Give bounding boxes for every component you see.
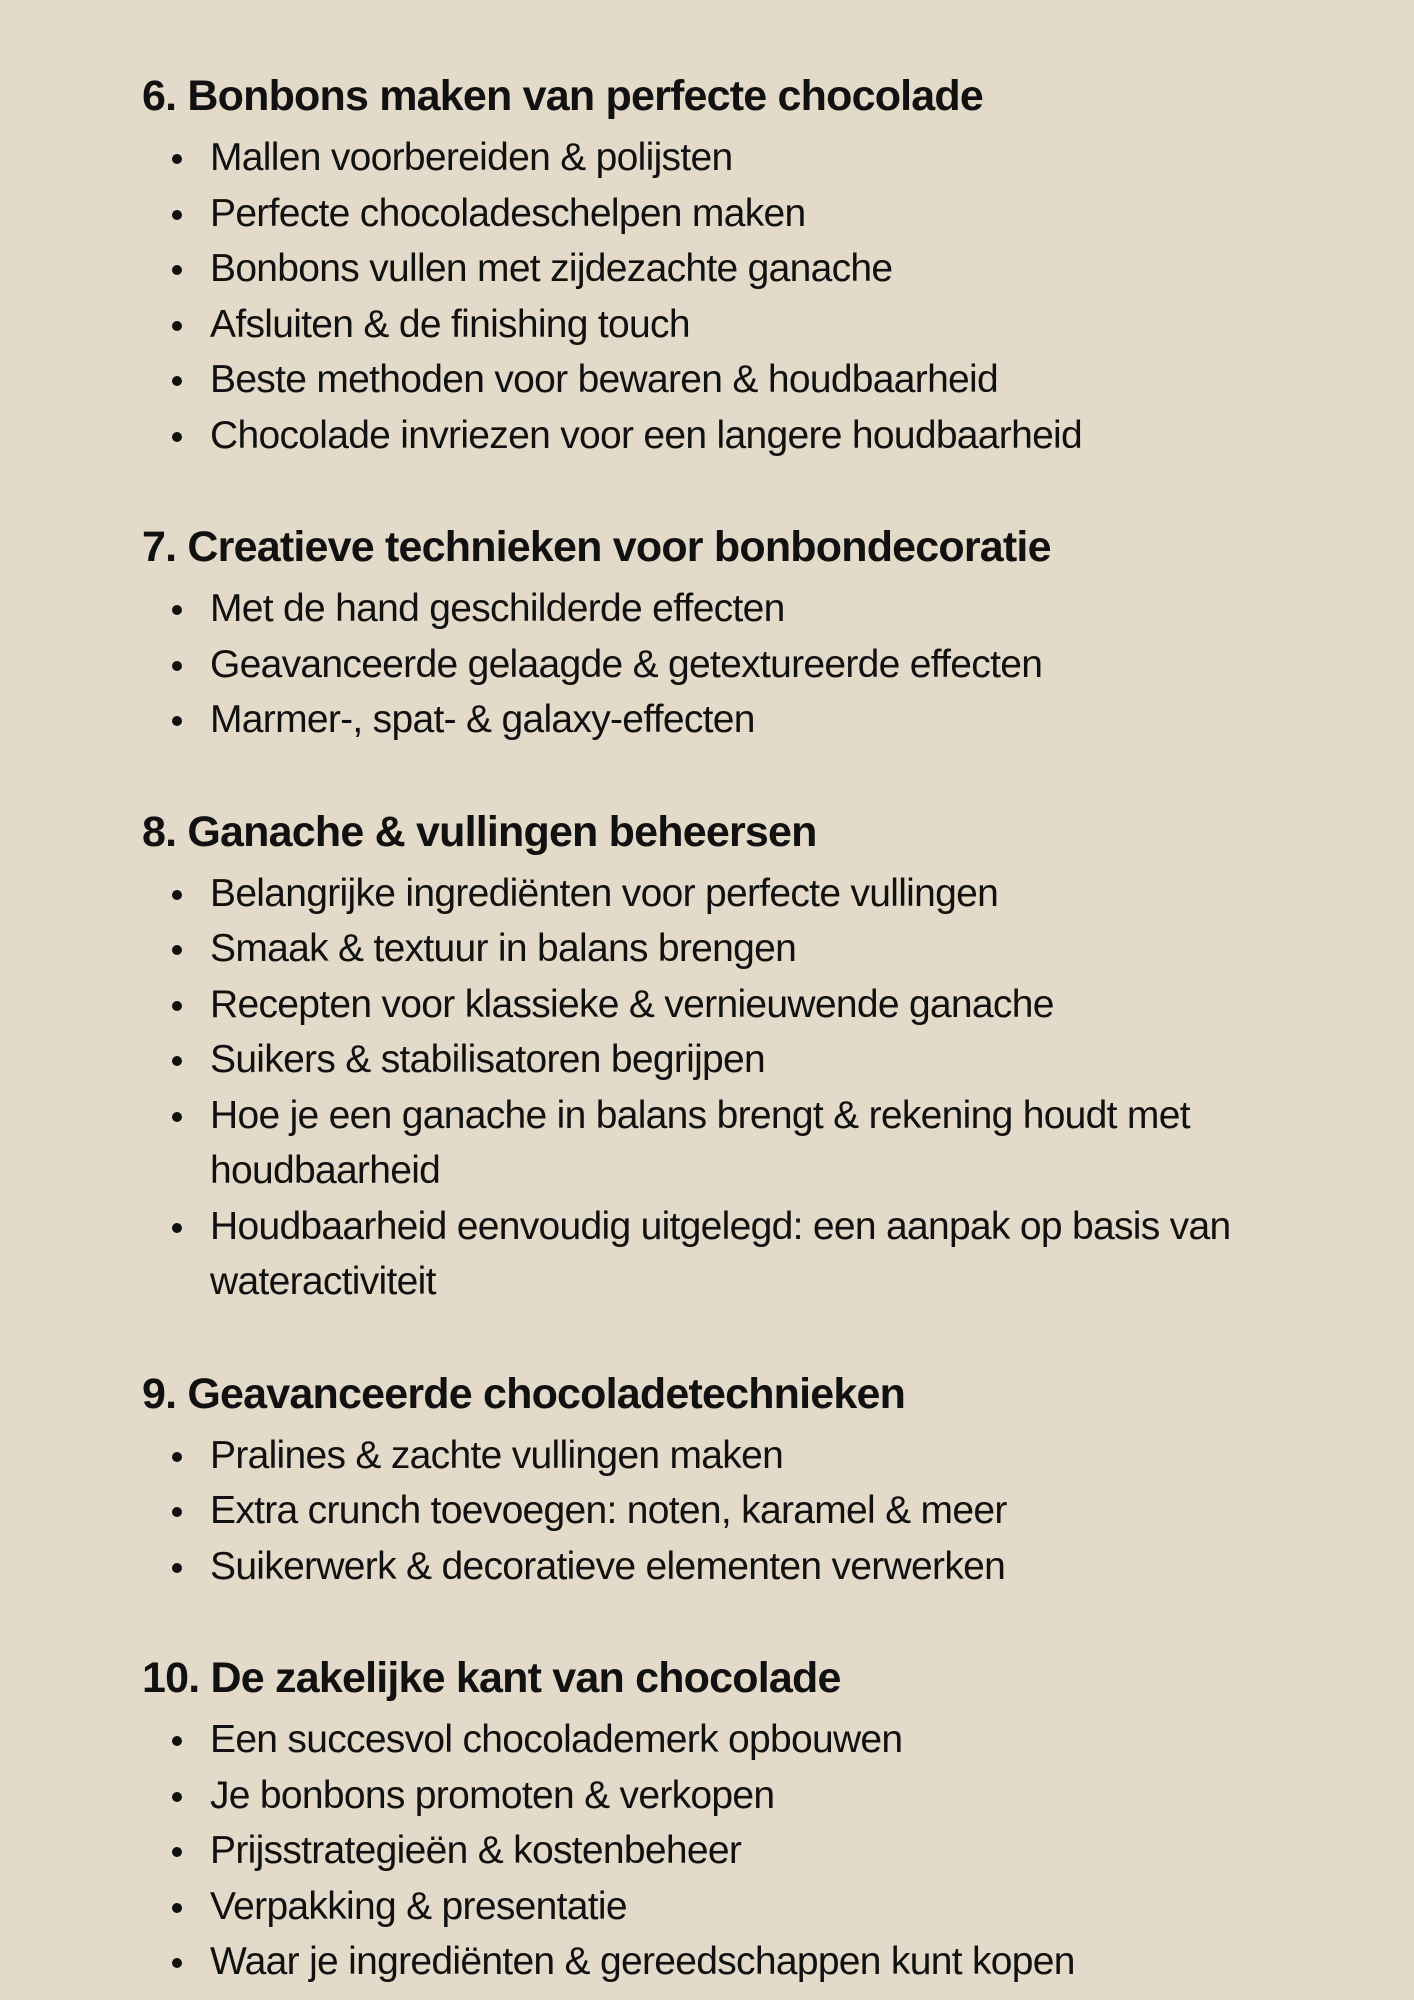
bullet-dot [172, 321, 182, 331]
bullet-dot [172, 661, 182, 671]
list-item-text: Pralines & zachte vullingen maken [210, 1433, 784, 1477]
bullet-dot [172, 1452, 182, 1462]
list-item-text: Hoe je een ganache in balans brengt & rekening houdt met houdbaarheid [210, 1093, 1190, 1192]
section-bonbondecoratie [142, 519, 1294, 748]
bullet-dot [172, 716, 182, 726]
bullet-dot [172, 376, 182, 386]
bullet-dot [172, 1792, 182, 1802]
list-item-text: Waar je ingrediënten & gereedschappen kunt kopen [210, 1940, 1075, 1983]
list-item [142, 1032, 1294, 1088]
topic-list [142, 1428, 1294, 1595]
list-item-text: Afsluiten & de finishing touch [210, 302, 690, 346]
list-item [142, 1768, 1294, 1824]
bullet-dot [172, 1001, 182, 1011]
list-item-text: Extra crunch toevoegen: noten, karamel & meer [210, 1489, 1007, 1532]
section-zakelijke-kant [142, 1650, 1294, 1990]
bullet-dot [172, 1847, 182, 1857]
bullet-dot [172, 1958, 182, 1968]
topic-list [142, 1712, 1294, 1990]
list-item [142, 241, 1294, 297]
list-item [142, 352, 1294, 408]
bullet-dot [172, 1563, 182, 1573]
list-item-text: Met de hand geschilderde effecten [210, 587, 785, 630]
list-item [142, 1712, 1294, 1768]
list-item-text: Suikers & stabilisatoren begrijpen [210, 1038, 766, 1081]
section-title: 10. De zakelijke kant van chocolade [142, 1654, 841, 1702]
list-item-text: Mallen voorbereiden & polijsten [210, 136, 733, 179]
list-item-text: Prijsstrategieën & kostenbeheer [210, 1829, 742, 1872]
bullet-dot [172, 605, 182, 615]
section-title: 7. Creatieve technieken voor bonbondecoratie [142, 523, 1051, 571]
bullet-dot [172, 210, 182, 220]
list-item [142, 921, 1294, 977]
list-item-text: Bonbons vullen met zijdezachte ganache [210, 247, 893, 290]
list-item [142, 1823, 1294, 1879]
list-item [142, 1483, 1294, 1539]
list-item-text: Belangrijke ingrediënten voor perfecte vullingen [210, 871, 999, 915]
list-item-text: Geavanceerde gelaagde & getextureerde effecten [210, 642, 1043, 686]
bullet-dot [172, 1056, 182, 1066]
list-item [142, 692, 1294, 748]
list-item [142, 130, 1294, 186]
list-item [142, 1539, 1294, 1595]
list-item-text: Chocolade invriezen voor een langere houdbaarheid [210, 413, 1083, 457]
list-item-text: Je bonbons promoten & verkopen [210, 1773, 775, 1817]
section-title: 6. Bonbons maken van perfecte chocolade [142, 72, 983, 120]
list-item-text: Perfecte chocoladeschelpen maken [210, 191, 806, 235]
list-item-text: Houdbaarheid eenvoudig uitgelegd: een aanpak op basis van wateractiviteit [210, 1204, 1231, 1303]
list-item [142, 866, 1294, 922]
section-ganache-vullingen [142, 804, 1294, 1310]
list-item [142, 1879, 1294, 1935]
list-item [142, 408, 1294, 464]
bullet-dot [172, 1507, 182, 1517]
bullet-dot [172, 1112, 182, 1122]
topic-list [142, 581, 1294, 748]
list-item [142, 1428, 1294, 1484]
bullet-dot [172, 890, 182, 900]
bullet-dot [172, 945, 182, 955]
list-item-text: Suikerwerk & decoratieve elementen verwerken [210, 1544, 1006, 1588]
topic-list [142, 130, 1294, 463]
list-item [142, 1934, 1294, 1990]
list-item [142, 1088, 1294, 1199]
bullet-dot [172, 1736, 182, 1746]
section-bonbons-maken [142, 68, 1294, 463]
list-item [142, 297, 1294, 353]
list-item-text: Beste methoden voor bewaren & houdbaarheid [210, 358, 999, 401]
list-item-text: Smaak & textuur in balans brengen [210, 927, 797, 970]
list-item-text: Een succesvol chocolademerk opbouwen [210, 1718, 903, 1761]
section-title: 9. Geavanceerde chocoladetechnieken [142, 1369, 906, 1418]
bullet-dot [172, 432, 182, 442]
bullet-dot [172, 1903, 182, 1913]
section-title: 8. Ganache & vullingen beheersen [142, 807, 817, 856]
bullet-dot [172, 154, 182, 164]
list-item [142, 186, 1294, 242]
bullet-dot [172, 265, 182, 275]
list-item [142, 637, 1294, 693]
list-item-text: Verpakking & presentatie [210, 1884, 627, 1928]
list-item [142, 581, 1294, 637]
list-item [142, 1199, 1294, 1310]
section-geavanceerde-technieken [142, 1366, 1294, 1595]
list-item-text: Recepten voor klassieke & vernieuwende ganache [210, 982, 1054, 1026]
topic-list [142, 866, 1294, 1310]
list-item-text: Marmer-, spat- & galaxy-effecten [210, 698, 755, 741]
list-item [142, 977, 1294, 1033]
bullet-dot [172, 1223, 182, 1233]
